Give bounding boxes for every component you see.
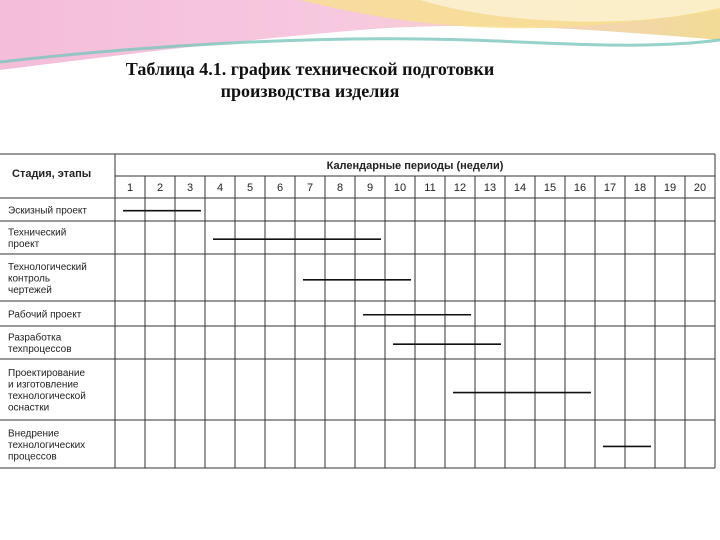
stage-label: технологических: [8, 439, 86, 451]
stage-label: и изготовление: [8, 379, 79, 391]
week-number: 15: [543, 182, 557, 194]
stage-label: Технический: [8, 227, 67, 239]
week-number: 3: [186, 182, 194, 194]
stage-label: Разработка: [8, 332, 62, 344]
week-number: 5: [246, 182, 254, 194]
stage-label: проект: [8, 239, 40, 250]
page-title-line-2: производства изделия: [220, 81, 400, 101]
page-title-line-1: Таблица 4.1. график технической подготовки: [125, 59, 495, 79]
stage-label: Рабочий проект: [8, 309, 82, 321]
week-number: 11: [424, 182, 436, 194]
stage-column-header: Стадия, этапы: [12, 168, 92, 180]
week-number: 9: [366, 182, 374, 194]
period-column-header: Календарные периоды (недели): [326, 160, 504, 172]
week-number: 12: [453, 182, 467, 194]
week-number: 20: [693, 182, 707, 194]
week-number: 17: [603, 182, 617, 194]
stage-label: Технологический: [8, 261, 87, 273]
week-number: 16: [573, 182, 587, 194]
week-number: 10: [393, 182, 407, 194]
stage-label: Эскизный проект: [8, 205, 87, 217]
stage-label: процессов: [8, 451, 57, 463]
week-number: 6: [276, 182, 284, 194]
week-number: 14: [513, 182, 527, 194]
week-number: 2: [156, 182, 164, 194]
page-title: [60, 58, 560, 102]
week-number: 13: [483, 182, 497, 194]
week-number: 4: [216, 182, 224, 194]
stage-label: оснастки: [8, 402, 50, 414]
stage-label: Проектирование: [8, 368, 86, 379]
stage-label: Внедрение: [8, 428, 60, 440]
schedule-table: [0, 150, 720, 480]
week-number: 1: [126, 182, 134, 194]
week-number: 7: [306, 182, 314, 194]
stage-label: техпроцессов: [8, 344, 72, 355]
stage-label: контроль: [8, 273, 51, 285]
stage-label: чертежей: [8, 284, 52, 296]
week-number: 8: [336, 182, 344, 194]
stage-label: технологической: [8, 391, 86, 402]
week-number: 19: [663, 182, 677, 194]
week-number: 18: [633, 182, 647, 194]
